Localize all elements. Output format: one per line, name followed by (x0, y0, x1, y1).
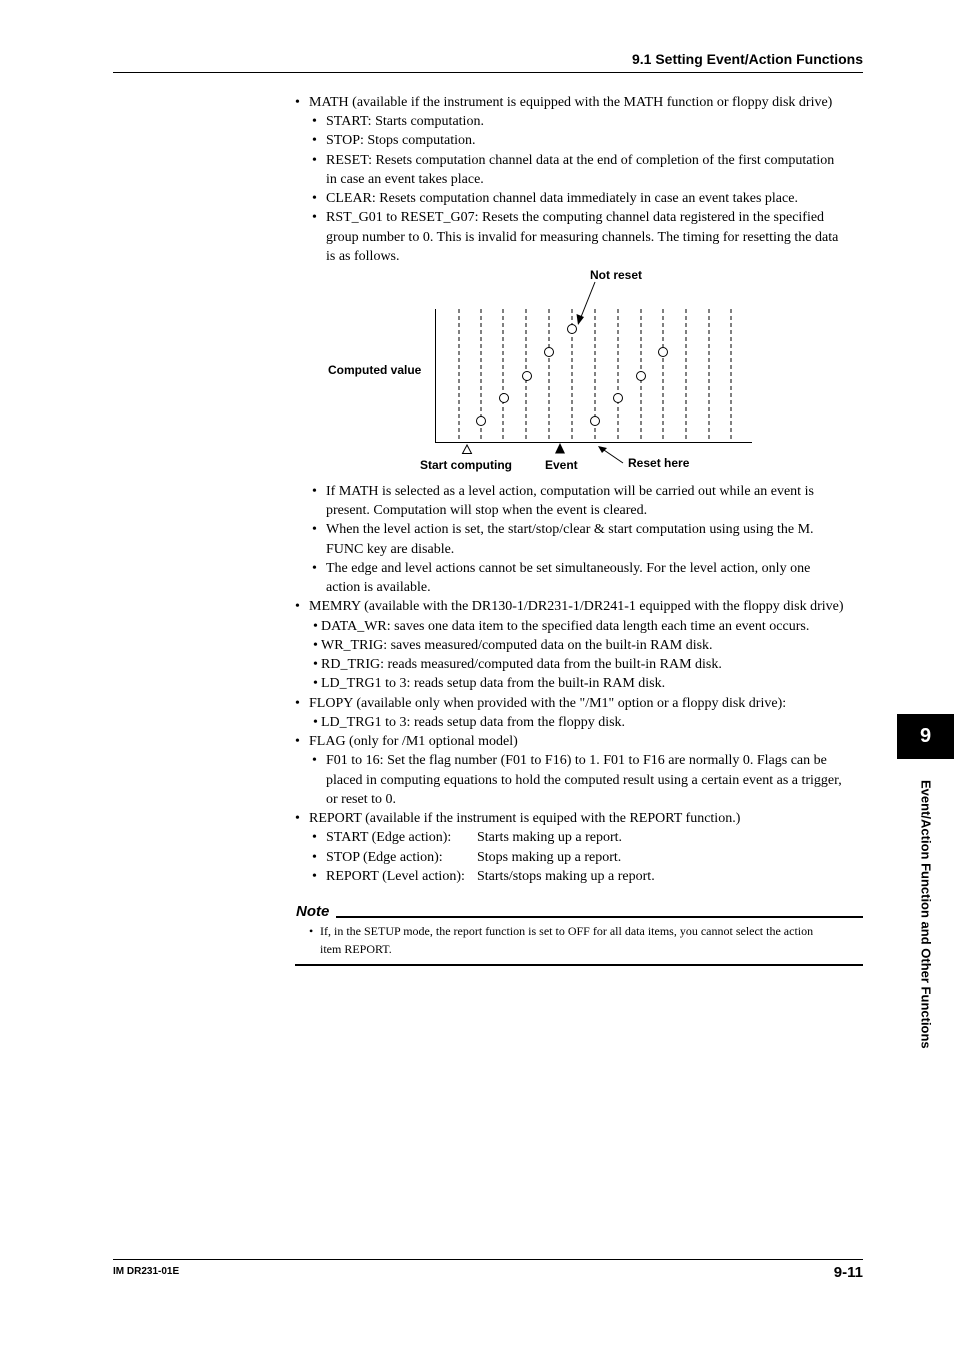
chapter-side-title (918, 780, 946, 1080)
bullet: • (295, 696, 300, 711)
memry-intro: MEMRY (available with the DR130-1/DR231-1/DR241-1 equipped with the floppy disk drive) (309, 599, 844, 614)
document-id: IM DR231-01E (113, 1266, 180, 1277)
chapter-number: 9 (919, 725, 932, 747)
report-level-desc: Starts/stops making up a report. (477, 869, 655, 884)
chapter-tab (897, 714, 954, 759)
math-intro: MATH (available if the instrument is equipped with the MATH function or floppy disk drive) (309, 95, 833, 110)
math-reset-line2: in case an event takes place. (326, 172, 484, 187)
bullet: • (295, 599, 300, 614)
bullet: • (313, 619, 318, 634)
bullet: • (313, 657, 318, 672)
bullet: • (312, 191, 317, 206)
reset-timing-diagram (0, 0, 954, 480)
bullet: • (295, 811, 300, 826)
report-stop-label: STOP (Edge action): (326, 850, 443, 865)
memry-data-wr: DATA_WR: saves one data item to the specified data length each time an event occurs. (321, 619, 810, 634)
flopy-intro: FLOPY (available only when provided with the "/M1" option or a floppy disk drive): (309, 696, 787, 711)
computed-value-point (614, 394, 623, 403)
bullet: • (312, 210, 317, 225)
start-computing-marker (463, 445, 472, 454)
math-level-line2: present. Computation will stop when the event is cleared. (326, 503, 648, 518)
math-edge-line1: The edge and level actions cannot be set simultaneously. For the level action, only one (326, 561, 811, 576)
event-label: Event (545, 458, 578, 472)
memry-wr-trig: WR_TRIG: saves measured/computed data on the built-in RAM disk. (321, 638, 713, 653)
event-marker (555, 443, 565, 454)
computed-value-point (477, 417, 486, 426)
footer-rule (113, 1259, 863, 1260)
bullet: • (309, 924, 314, 938)
bullet: • (312, 484, 317, 499)
bullet: • (295, 734, 300, 749)
reset-here-label: Reset here (628, 456, 690, 470)
computed-value-point (659, 348, 668, 357)
computed-value-point (523, 372, 532, 381)
note-line1: If, in the SETUP mode, the report function is set to OFF for all data items, you cannot select the action (320, 924, 814, 938)
flopy-ld-trg: LD_TRG1 to 3: reads setup data from the floppy disk. (321, 715, 626, 730)
math-stop: STOP: Stops computation. (326, 133, 476, 148)
bullet: • (312, 753, 317, 768)
bullet: • (312, 522, 317, 537)
math-keys-line1: When the level action is set, the start/stop/clear & start computation using using the M. (326, 522, 814, 537)
section-header-title: 9.1 Setting Event/Action Functions (631, 51, 863, 67)
report-level-label: REPORT (Level action): (326, 869, 465, 884)
report-start-label: START (Edge action): (326, 830, 452, 845)
computed-value-point (591, 417, 600, 426)
bullet: • (312, 850, 317, 865)
computed-value-label: Computed value (328, 363, 422, 377)
start-computing-label: Start computing (420, 458, 512, 472)
bullet: • (312, 153, 317, 168)
math-reset-line1: RESET: Resets computation channel data at the end of completion of the first computation (326, 153, 835, 168)
flag-line3: or reset to 0. (326, 792, 396, 807)
bullet: • (313, 715, 318, 730)
reset-here-arrowhead (598, 446, 607, 453)
bullet: • (312, 561, 317, 576)
bullet: • (312, 869, 317, 884)
math-rst-line1: RST_G01 to RESET_G07: Resets the computing channel data registered in the specified (326, 210, 825, 225)
chapter-side-title-text: Event/Action Function and Other Functions (918, 780, 934, 1049)
memry-rd-trig: RD_TRIG: reads measured/computed data from the built-in RAM disk. (321, 657, 722, 672)
memry-ld-trg: LD_TRG1 to 3: reads setup data from the built-in RAM disk. (321, 676, 666, 691)
math-start: START: Starts computation. (326, 114, 484, 129)
bullet: • (312, 830, 317, 845)
computed-value-point (637, 372, 646, 381)
math-keys-line2: FUNC key are disable. (326, 542, 455, 557)
bullet: • (313, 676, 318, 691)
not-reset-arrowhead (577, 314, 585, 325)
math-edge-line2: action is available. (326, 580, 431, 595)
computed-value-point (568, 325, 577, 334)
math-rst-line3: is as follows. (326, 249, 400, 264)
report-stop-desc: Stops making up a report. (477, 850, 622, 865)
report-start-desc: Starts making up a report. (477, 830, 623, 845)
flag-line1: F01 to 16: Set the flag number (F01 to F16) to 1. F01 to F16 are normally 0. Flags can be (326, 753, 827, 768)
not-reset-label: Not reset (590, 268, 643, 282)
computed-value-point (500, 394, 509, 403)
math-clear: CLEAR: Resets computation channel data immediately in case an event takes place. (326, 191, 798, 206)
math-rst-line2: group number to 0. This is invalid for measuring channels. The timing for resetting the data (326, 230, 839, 245)
report-intro: REPORT (available if the instrument is equiped with the REPORT function.) (309, 811, 741, 826)
page-number: 9-11 (833, 1264, 863, 1281)
flag-intro: FLAG (only for /M1 optional model) (309, 734, 518, 749)
note-rule-top (336, 916, 863, 918)
note-title: Note (296, 903, 330, 920)
bullet: • (313, 638, 318, 653)
note-rule-bottom (295, 964, 863, 966)
computed-value-point (545, 348, 554, 357)
bullet: • (295, 95, 300, 110)
bullet: • (312, 133, 317, 148)
bullet: • (312, 114, 317, 129)
note-line2: item REPORT. (320, 942, 392, 956)
flag-line2: placed in computing equations to hold the computed result using a certain event as a trigger, (326, 773, 842, 788)
math-level-line1: If MATH is selected as a level action, computation will be carried out while an event is (326, 484, 814, 499)
